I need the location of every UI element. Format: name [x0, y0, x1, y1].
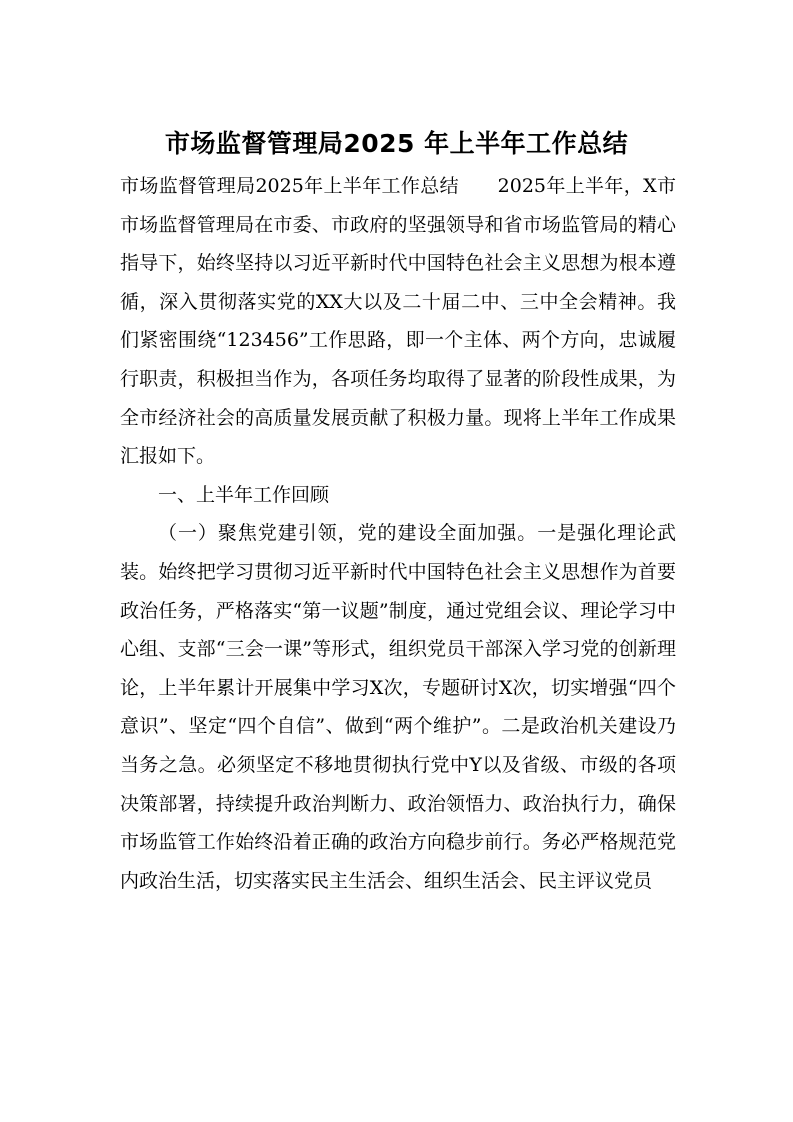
intro-paragraph: 市场监督管理局2025年上半年工作总结 2025年上半年，X市市场监督管理局在市委、市政府的坚强领导和省市场监管局的精心指导下，始终坚持以习近平新时代中国特色社会主义思想为根本遵循，深入贯彻落实党的XX大以及二十届二中、三中全会精神。我们紧密围绕“123456”工作思路，即一个主体、两个方向，忠诚履行职责，积极担当作为，各项任务均取得了显著的阶段性成果，为全市经济社会的高质量发展贡献了积极力量。现将上半年工作成果汇报如下。 — [120, 175, 676, 468]
document-body — [120, 167, 676, 900]
party-building-paragraph: （一）聚焦党建引领，党的建设全面加强。一是强化理论武装。始终把学习贯彻习近平新时代中国特色社会主义思想作为首要政治任务，严格落实“第一议题”制度，通过党组会议、理论学习中心组、支部“三会一课”等形式，组织党员干部深入学习党的创新理论，上半年累计开展集中学习X次，专题研讨X次，切实增强“四个意识”、坚定“四个自信”、做到“两个维护”。二是政治机关建设乃当务之急。必须坚定不移地贯彻执行党中Y以及省级、市级的各项决策部署，持续提升政治判断力、政治领悟力、政治执行力，确保市场监管工作始终沿着正确的政治方向稳步前行。务必严格规范党内政治生活，切实落实民主生活会、组织生活会、民主评议党员 — [120, 522, 676, 892]
section-heading-review: 一、上半年工作回顾 — [158, 483, 330, 506]
document-title: 市场监督管理局2025 年上半年工作总结 — [164, 129, 629, 158]
